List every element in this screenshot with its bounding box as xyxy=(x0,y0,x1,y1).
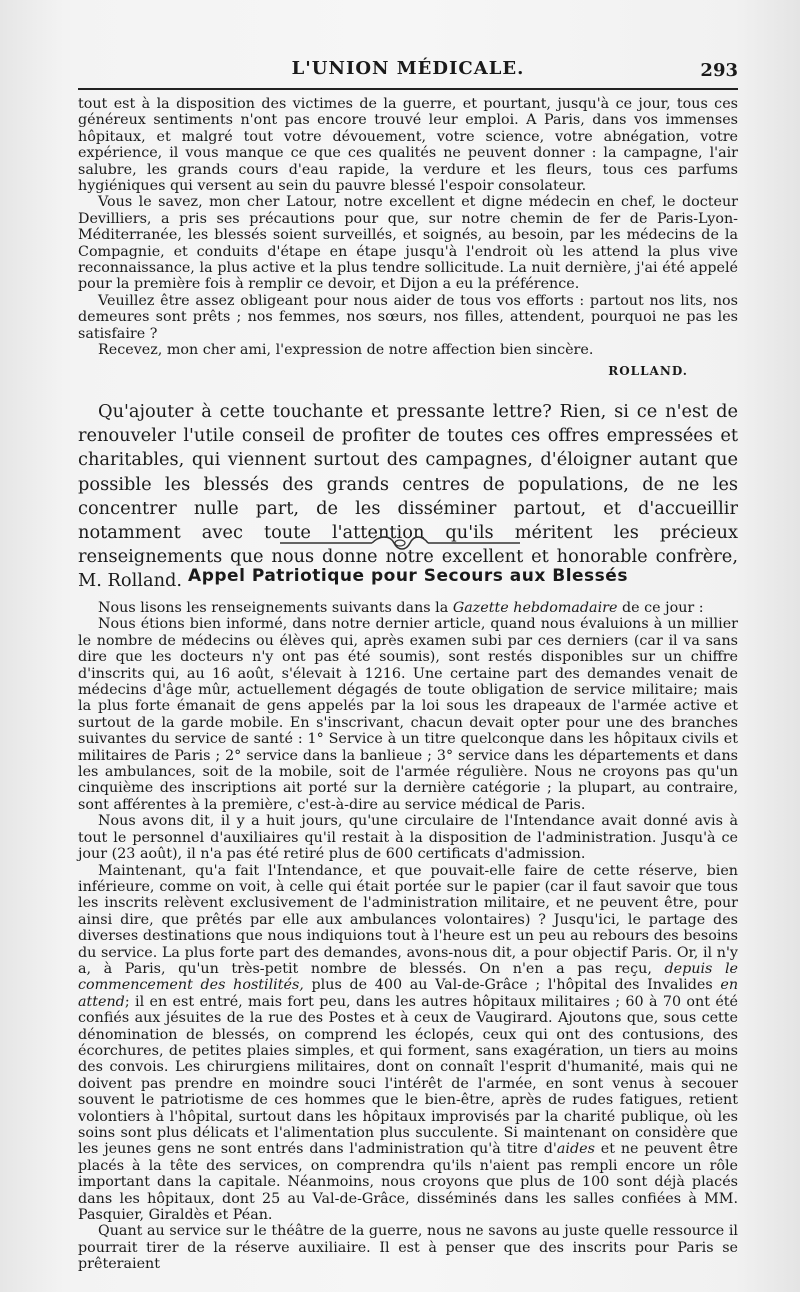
running-header xyxy=(78,58,738,84)
intro-text-before: Nous lisons les renseignements suivants dans la xyxy=(98,600,449,616)
letter-paragraph: Vous le savez, mon cher Latour, notre excellent et digne médecin en chef, le docteur Devilliers, a pris ses précautions pour que, sur notre chemin de fer de Paris-Lyon-Méditerranée, les blessés soient surveillés, et soignés, au besoin, par les médecins de la Compagnie, et conduits d'étape en étape jusqu'à l'endroit où les attend la plus vive reconnaissance, la plus active et la plus tendre sollicitude. La nuit dernière, j'ai été appelé pour la première fois à remplir ce devoir, et Dijon a eu la préférence. xyxy=(78,194,738,293)
paragraph-segment: Maintenant, qu'a fait l'Intendance, et que pouvait-elle faire de cette réserve, bien inférieure, comme on voit, à celle qui était portée sur le papier (car il faut savoir que tous les inscrits relèvent exclusivement de l'administration militaire, et ne peuvent être, pour ainsi dire, que prêtés par elle aux ambulances volontaires) ? Jusqu'ici, le partage des diverses destinations que nous indiquions tout à l'heure est un peu au rebours des besoins du service. La plus forte part des demandes, avons-nous dit, a pour objectif Paris. Or, il n'y a, à Paris, qu'un très-petit nombre de blessés. On n'en a pas reçu, xyxy=(78,862,738,977)
intro-paragraph xyxy=(78,600,738,616)
article-paragraph: Nous avons dit, il y a huit jours, qu'une circulaire de l'Intendance avait donné avis à tout le personnel d'auxiliaires qu'il restait à la disposition de l'administration. Jusqu'à ce jour (23 août), il n'a pas été retiré plus de 600 certificats d'admission. xyxy=(78,813,738,863)
header-rule xyxy=(78,88,738,90)
article-paragraph: Quant au service sur le théâtre de la guerre, nous ne savons au juste quelle ressource il pourrait tirer de la réserve auxiliaire. Il est à penser que des inscrits pour Paris se prêteraient xyxy=(78,1223,738,1273)
commentary-block xyxy=(78,400,738,594)
gazette-title: Gazette hebdomadaire xyxy=(452,600,618,616)
letter-paragraph: Veuillez être assez obligeant pour nous aider de tous vos efforts : partout nos lits, nos demeures sont prêts ; nos femmes, nos sœurs, nos filles, attendent, pourquoi ne pas les satisfaire ? xyxy=(78,292,738,342)
letter-signature: ROLLAND. xyxy=(608,363,688,378)
emphasis-text: en attend xyxy=(78,977,739,1010)
letter-paragraph: Recevez, mon cher ami, l'expression de notre affection bien sincère. xyxy=(98,342,594,359)
letter-paragraph: tout est à la disposition des victimes de la guerre, et pourtant, jusqu'à ce jour, tous ces généreux sentiments n'ont pas encore trouvé leur emploi. A Paris, dans vos immenses hôpitaux, et malgré tout votre dévouement, votre science, votre abnégation, votre expérience, il vous manque ce que ces qualités ne peuvent donner : la campagne, l'air salubre, les grands cours d'eau rapide, la verdure et les fleurs, tous ces parfums hygiéniques qui versent au sein du pauvre blessé l'espoir consolateur. xyxy=(78,96,738,195)
commentary-paragraph: Qu'ajouter à cette touchante et pressante lettre? Rien, si ce n'est de renouveler l'utile conseil de profiter de toutes ces offres empressées et charitables, qui viennent surtout des campagnes, d'éloigner autant que possible les blessés des grands centres de populations, de ne les concentrer nulle part, de les disséminer partout, et d'accueillir notamment avec toute l'attention qu'ils méritent les précieux renseignements que nous donne notre excellent et honorable confrère, M. Rolland. xyxy=(78,401,738,592)
section-heading: Appel Patriotique pour Secours aux Blessés xyxy=(188,566,628,586)
page-number: 293 xyxy=(700,60,738,81)
intro-text-after: de ce jour : xyxy=(622,600,704,616)
emphasis-text: aides xyxy=(556,1141,595,1158)
ornament-divider xyxy=(280,535,520,551)
paragraph-segment: et ne peuvent être placés à la tête des services, on comprendra qu'ils n'aient pas rempli encore un rôle important dans la capitale. Néanmoins, nous croyons que plus de 100 sont déjà placés dans les hôpitaux, dont 25 au Val-de-Grâce, disséminés dans les salles confiées à MM. Pasquier, Giraldès et Péan. xyxy=(78,1141,738,1224)
article-paragraph xyxy=(78,863,738,1224)
letter-excerpt xyxy=(78,96,738,379)
paragraph-segment: ; il en est entré, mais fort peu, dans les autres hôpitaux militaires ; 60 à 70 ont été confiés aux jésuites de la rue des Postes et à ceux de Vaugirard. Ajoutons que, sous cette dénomination de blessés, on comprend les éclopés, ceux qui ont des contusions, des écorchures, de petites plaies simples, et qui forment, sans exagération, un tiers au moins des convois. Les chirurgiens militaires, dont on connaît l'esprit d'humanité, mais qui ne doivent pas prendre en moindre souci l'intérêt de l'armée, en sont venus à secouer souvent le patriotisme de ces hommes que le bien-être, après de rudes fatigues, retient volontiers à l'hôpital, surtout dans les hôpitaux improvisés par la charité publique, où les soins sont plus délicats et l'alimentation plus succulente. Si maintenant on considère que les jeunes gens ne sont entrés dans l'administration qu'à titre d' xyxy=(78,993,738,1158)
paragraph-segment: plus de 400 au Val-de-Grâce ; l'hôpital des Invalides xyxy=(311,977,713,994)
emphasis-text: depuis le commencement des hostilités, xyxy=(78,960,739,994)
article-body xyxy=(78,600,738,1273)
journal-title: L'UNION MÉDICALE. xyxy=(291,58,525,79)
article-paragraph: Nous étions bien informé, dans notre dernier article, quand nous évaluions à un millier le nombre de médecins ou élèves qui, après examen subi par ces derniers (car il va sans dire que les docteurs n'y ont pas été soumis), sont restés disponibles sur un chiffre d'inscrits qui, au 16 août, s'élevait à 1216. Une certaine part des demandes venait de médecins d'âge mûr, actuellement dégagés de toute obligation de service militaire; mais la plus forte émanait de gens appelés par la loi sous les drapeaux de l'armée active et surtout de la garde mobile. En s'inscrivant, chacun devait opter pour une des branches suivantes du service de santé : 1° Service à un titre quelconque dans les hôpitaux civils et militaires de Paris ; 2° service dans la banlieue ; 3° service dans les départements et dans les ambulances, soit de la mobile, soit de l'armée régulière. Nous ne croyons pas qu'un cinquième des inscriptions ait porté sur la dernière catégorie ; la plupart, au contraire, sont afférentes à la première, c'est-à-dire au service médical de Paris. xyxy=(78,616,738,813)
